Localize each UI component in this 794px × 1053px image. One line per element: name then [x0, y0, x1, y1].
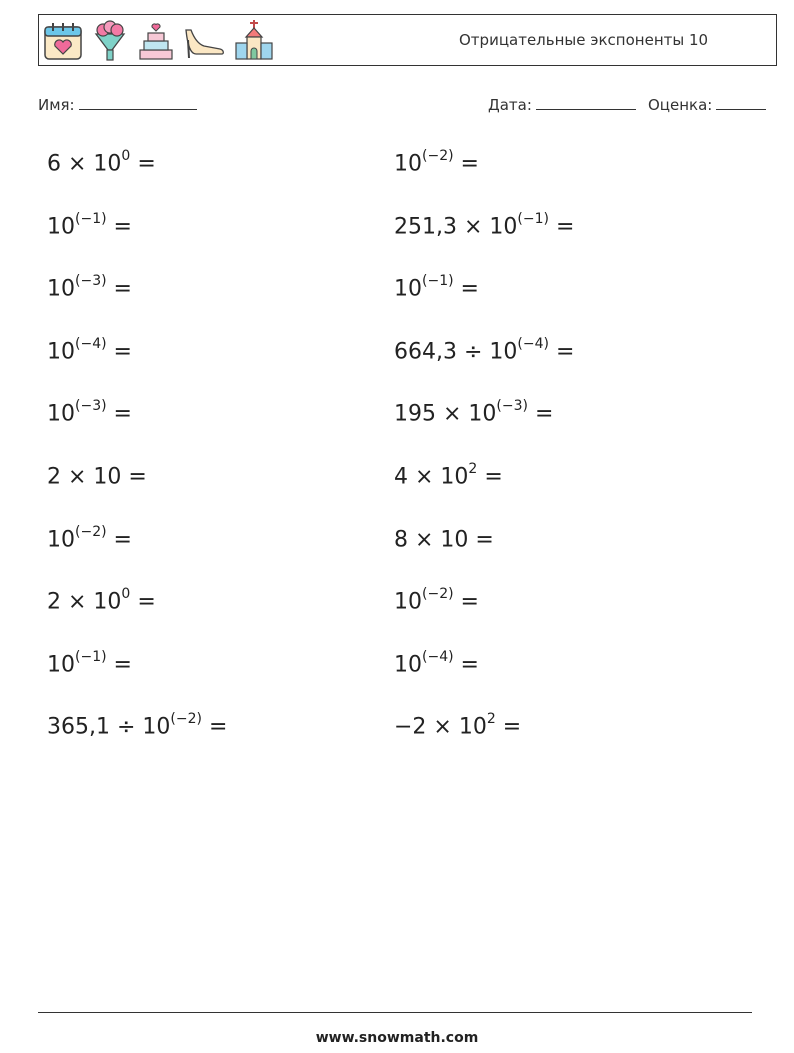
date-blank[interactable] — [536, 95, 636, 110]
worksheet-header — [38, 14, 777, 66]
problem-item — [394, 526, 494, 552]
problem-item — [394, 210, 575, 239]
problem-item — [47, 400, 132, 426]
calendar-heart-icon — [42, 20, 84, 62]
problem-base: −2 × 10 — [394, 714, 487, 740]
problem-equals: = — [106, 401, 132, 427]
problem-base: 10 — [47, 213, 75, 239]
problem-base: 2 × 10 = — [47, 464, 147, 490]
problem-equals: = — [495, 714, 522, 740]
problem-exponent: (−3) — [75, 398, 107, 415]
footer-divider — [38, 1012, 752, 1013]
problem-item — [47, 648, 132, 678]
problem-equals: = — [130, 151, 156, 177]
bouquet-icon — [90, 20, 130, 62]
problem-item — [47, 523, 132, 552]
problem-item — [394, 150, 479, 176]
problem-base: 10 — [47, 401, 75, 427]
problem-exponent: 2 — [486, 711, 496, 728]
problem-base: 251,3 × 10 — [394, 213, 518, 239]
problem-equals: = — [106, 526, 132, 552]
problem-base: 10 — [47, 276, 75, 302]
problem-exponent: (−4) — [75, 335, 107, 352]
problem-equals: = — [548, 213, 575, 239]
problem-item — [394, 713, 521, 739]
problem-item — [47, 210, 132, 239]
problem-exponent: (−1) — [75, 648, 107, 665]
problem-item — [394, 588, 479, 614]
problem-equals: = — [106, 213, 132, 239]
problem-equals: = — [201, 714, 228, 740]
problem-base: 195 × 10 — [394, 401, 497, 427]
problem-item — [394, 400, 553, 426]
date-label: Дата: — [488, 96, 532, 114]
problem-exponent: 0 — [121, 586, 131, 603]
grade-label: Оценка: — [648, 96, 713, 114]
problem-base: 10 — [47, 652, 75, 678]
problem-exponent: (−2) — [422, 148, 454, 164]
problem-item — [47, 713, 227, 739]
problem-exponent: (−2) — [170, 711, 202, 728]
problem-equals: = — [453, 589, 479, 615]
problem-item — [47, 150, 156, 176]
problem-exponent: (−3) — [75, 273, 107, 290]
problem-exponent: (−1) — [75, 210, 107, 227]
problem-item — [47, 463, 147, 489]
grade-field — [648, 95, 766, 114]
problem-exponent: (−1) — [517, 210, 549, 227]
problem-item — [47, 588, 156, 614]
problem-base: 10 — [47, 526, 75, 552]
name-blank[interactable] — [79, 95, 197, 110]
footer-site: www.snowmath.com — [315, 1030, 479, 1046]
problem-equals: = — [477, 464, 503, 490]
header-icons — [42, 18, 276, 64]
problem-equals: = — [453, 652, 479, 678]
problem-exponent: 0 — [121, 148, 131, 164]
problem-base: 10 — [47, 339, 75, 365]
problem-base: 2 × 10 — [47, 589, 122, 615]
problem-item — [394, 463, 503, 489]
problem-equals: = — [106, 276, 132, 302]
name-field — [38, 95, 197, 114]
problem-item — [47, 275, 132, 301]
problem-exponent: 2 — [468, 461, 478, 477]
wedding-cake-icon — [136, 20, 176, 62]
problem-item — [394, 275, 479, 301]
problem-item — [47, 335, 132, 365]
problem-exponent: (−2) — [75, 523, 107, 540]
chapel-icon — [232, 19, 276, 63]
grade-blank[interactable] — [716, 95, 766, 110]
problem-base: 10 — [394, 276, 422, 302]
problem-exponent: (−4) — [517, 335, 549, 352]
problem-equals: = — [130, 589, 156, 615]
problem-equals: = — [548, 339, 575, 365]
problem-item — [394, 335, 575, 365]
name-label: Имя: — [38, 96, 75, 114]
problem-base: 10 — [394, 589, 422, 615]
problem-base: 10 — [394, 652, 422, 678]
problem-equals: = — [106, 339, 132, 365]
problem-equals: = — [527, 401, 554, 427]
problem-base: 4 × 10 — [394, 464, 469, 490]
worksheet-title: Отрицательные экспоненты 10 — [459, 31, 709, 49]
problem-base: 8 × 10 = — [394, 526, 494, 552]
problem-base: 664,3 ÷ 10 — [394, 339, 518, 365]
problem-exponent: (−4) — [422, 648, 454, 665]
date-field — [488, 95, 636, 114]
high-heel-shoe-icon — [182, 20, 226, 62]
problem-base: 365,1 ÷ 10 — [47, 714, 171, 740]
problem-base: 6 × 10 — [47, 151, 122, 177]
problem-equals: = — [106, 652, 132, 678]
problem-equals: = — [453, 276, 479, 302]
problem-base: 10 — [394, 151, 422, 177]
problem-exponent: (−1) — [422, 273, 454, 290]
problem-exponent: (−3) — [496, 398, 528, 415]
problem-item — [394, 648, 479, 678]
problem-equals: = — [453, 151, 479, 177]
problem-exponent: (−2) — [422, 586, 454, 603]
